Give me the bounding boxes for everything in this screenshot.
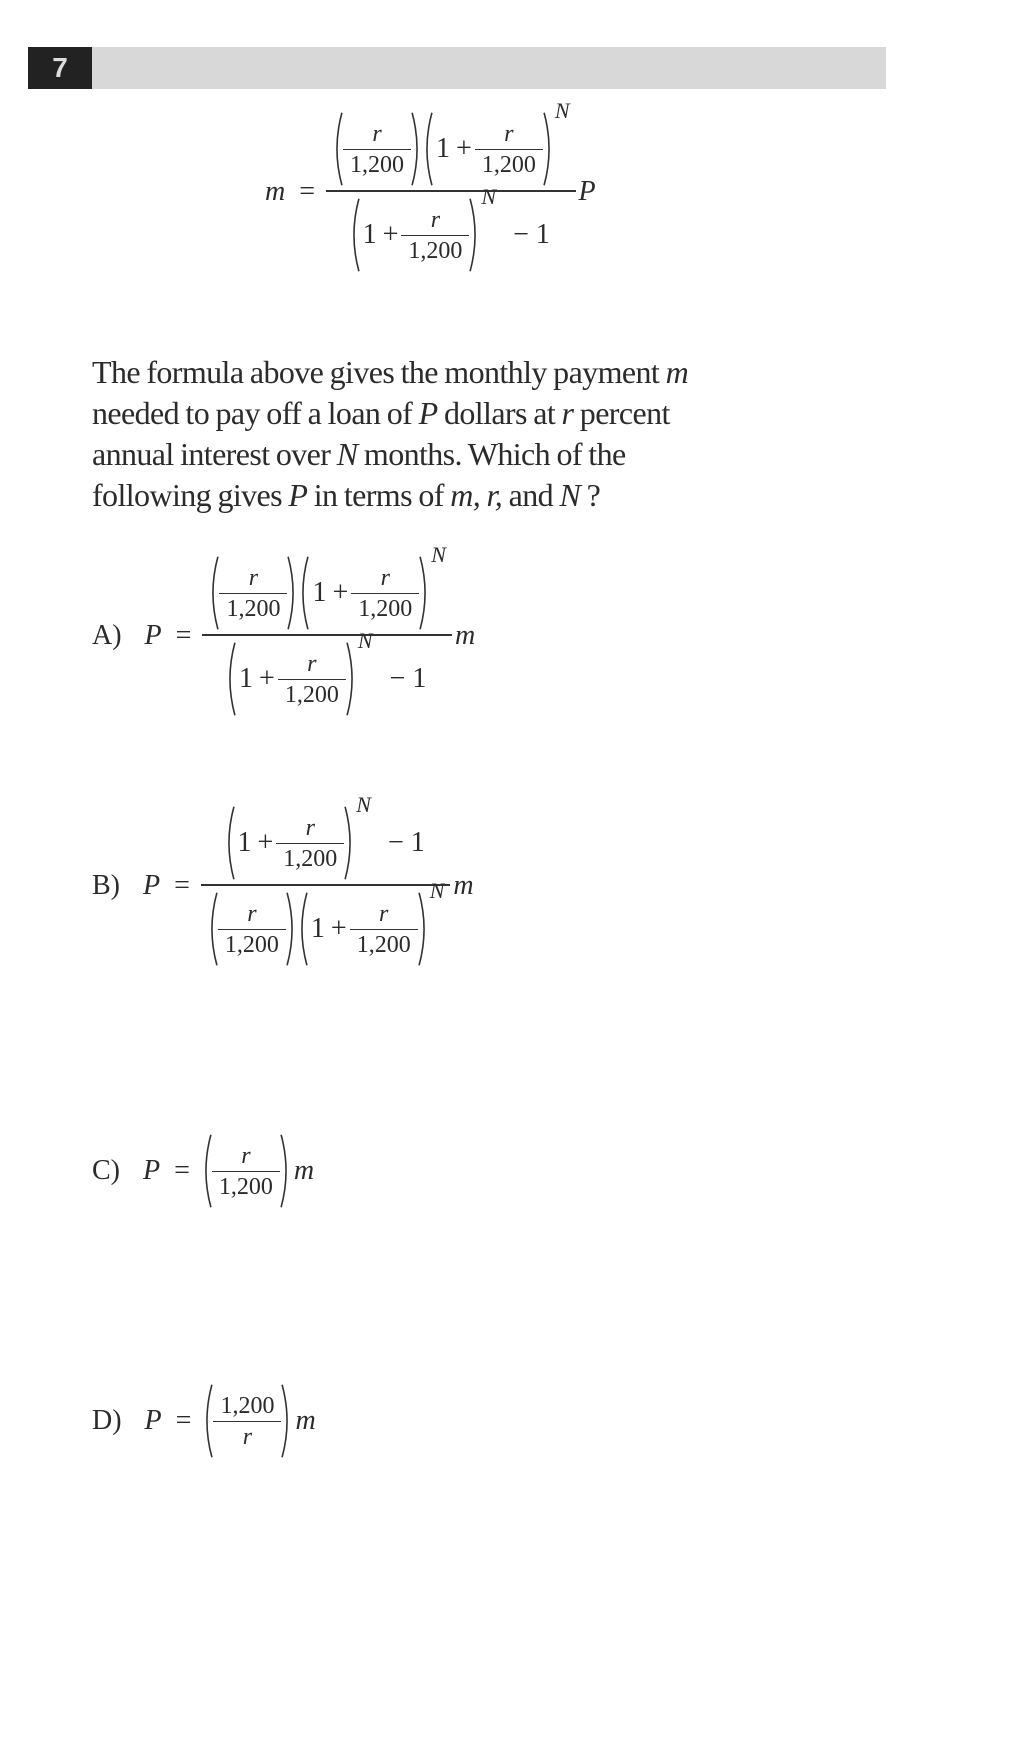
variable-m: m <box>453 870 474 901</box>
power-group <box>422 98 570 186</box>
right-paren <box>411 112 422 186</box>
main-fraction <box>326 98 575 272</box>
numerator <box>300 651 323 677</box>
power-group <box>298 542 446 630</box>
question-number: 7 <box>28 47 92 89</box>
lhs-variable: m <box>265 176 286 207</box>
denominator <box>475 152 543 178</box>
power-group <box>297 878 445 966</box>
variable-r: r <box>248 564 259 591</box>
one-plus-rate-group <box>224 806 356 880</box>
numerator <box>372 901 395 927</box>
fraction-bar <box>219 593 287 594</box>
r-over-1200 <box>351 565 419 622</box>
variable-r: r <box>379 900 389 927</box>
constant-1200: 1,200 <box>224 931 279 958</box>
constant-1200: 1,200 <box>283 845 338 872</box>
equals-sign: = <box>174 870 190 901</box>
math-variable: P <box>418 395 438 431</box>
constant-1200: 1,200 <box>218 1173 273 1200</box>
plus: + <box>330 913 347 944</box>
power-group <box>349 184 497 272</box>
variable-p: P <box>578 176 596 207</box>
equals-sign: = <box>299 176 316 207</box>
power-group <box>224 792 371 880</box>
right-paren <box>281 1384 292 1458</box>
numerator <box>242 565 265 591</box>
left-paren <box>332 112 343 186</box>
variable-m: m <box>293 1155 315 1186</box>
one: 1 <box>239 663 254 694</box>
left-paren <box>208 556 219 630</box>
question-line <box>92 434 688 475</box>
fraction-bar <box>212 1171 280 1172</box>
question-line <box>92 475 688 516</box>
variable-r: r <box>242 1423 253 1450</box>
numerator <box>218 792 434 884</box>
rate-group <box>332 112 422 186</box>
choice-label-a: A) <box>92 620 122 651</box>
r-over-1200 <box>475 121 543 178</box>
variable-m: m <box>454 620 476 651</box>
denominator <box>212 1174 280 1200</box>
exponent-n: N <box>356 792 371 817</box>
rate-group <box>207 892 297 966</box>
1200-over-r <box>213 1393 281 1450</box>
denominator <box>350 932 418 958</box>
equals-sign: = <box>174 1155 190 1186</box>
text-segment: following gives <box>92 477 289 513</box>
left-paren <box>297 892 308 966</box>
r-over-1200 <box>343 121 411 178</box>
plus: + <box>382 219 399 250</box>
math-variable: m, r, <box>450 477 503 513</box>
lhs-variable: P <box>144 1405 162 1436</box>
variable-r: r <box>241 1142 251 1169</box>
numerator <box>234 1143 257 1169</box>
denominator <box>219 596 287 622</box>
constant-1200: 1,200 <box>481 151 536 178</box>
minus-one: − 1 <box>387 827 425 858</box>
fraction-bar <box>218 929 286 930</box>
exponent-n: N <box>554 98 570 123</box>
question-text <box>92 352 688 516</box>
right-paren <box>344 806 355 880</box>
fraction-bar <box>475 149 543 150</box>
constant-1200: 1,200 <box>284 681 339 708</box>
main-fraction <box>202 542 451 716</box>
text-segment: and <box>502 477 560 513</box>
right-paren <box>286 892 297 966</box>
math-variable: N <box>336 436 358 472</box>
one-plus-rate-group <box>225 642 357 716</box>
plus: + <box>257 827 274 858</box>
fraction-bar <box>351 593 419 594</box>
plus: + <box>456 133 472 164</box>
variable-m: m <box>295 1405 316 1436</box>
denominator <box>343 184 559 272</box>
text-segment: dollars at <box>437 395 562 431</box>
fraction-bar <box>401 235 469 236</box>
minus-one: − 1 <box>389 663 427 694</box>
choice-c[interactable] <box>92 1134 317 1208</box>
choice-d[interactable] <box>92 1384 319 1458</box>
text-segment: needed to pay off a loan of <box>92 395 419 431</box>
one-plus-rate-group <box>297 892 429 966</box>
r-over-1200 <box>350 901 418 958</box>
given-formula <box>262 98 599 272</box>
math-variable: N <box>559 477 581 513</box>
constant-1200: 1,200 <box>226 595 281 622</box>
math-variable: r <box>561 395 574 431</box>
text-segment: in terms of <box>307 477 451 513</box>
rate-group <box>201 1134 291 1208</box>
right-paren <box>346 642 357 716</box>
one-plus-rate-group <box>349 198 481 272</box>
question-line <box>92 352 688 393</box>
plus: + <box>332 577 349 608</box>
left-paren <box>349 198 360 272</box>
left-paren <box>225 642 236 716</box>
variable-r: r <box>504 120 514 147</box>
inverse-rate-group <box>202 1384 292 1458</box>
minus-one: − 1 <box>513 219 550 250</box>
right-paren <box>418 892 429 966</box>
denominator <box>201 878 450 966</box>
choice-label-d: D) <box>92 1405 122 1436</box>
one: 1 <box>237 827 252 858</box>
r-over-1200 <box>212 1143 280 1200</box>
text-segment: The formula above gives the monthly payment <box>92 354 666 390</box>
left-paren <box>202 1384 213 1458</box>
denominator <box>218 932 286 958</box>
variable-r: r <box>430 206 441 233</box>
text-segment: annual interest over <box>92 436 337 472</box>
denominator <box>276 846 344 872</box>
right-paren <box>287 556 298 630</box>
numerator <box>424 207 447 233</box>
fraction-bar <box>350 929 418 930</box>
exponent-n: N <box>481 184 497 209</box>
left-paren <box>201 1134 212 1208</box>
r-over-1200 <box>219 565 287 622</box>
choice-label-b: B) <box>92 870 120 901</box>
numerator <box>299 815 322 841</box>
question-header-bar <box>28 47 886 89</box>
plus: + <box>259 663 275 694</box>
numerator <box>213 1393 281 1419</box>
math-variable: m <box>665 354 689 390</box>
one: 1 <box>312 577 327 608</box>
equals-sign: = <box>175 1405 192 1436</box>
r-over-1200 <box>401 207 469 264</box>
constant-1200: 1,200 <box>220 1392 275 1419</box>
rate-group <box>208 556 298 630</box>
denominator <box>401 238 469 264</box>
left-paren <box>298 556 309 630</box>
numerator <box>497 121 520 147</box>
right-paren <box>280 1134 291 1208</box>
fraction-bar <box>276 843 344 844</box>
numerator <box>326 98 575 190</box>
variable-r: r <box>305 814 315 841</box>
exponent-n: N <box>357 628 373 653</box>
main-fraction <box>201 792 450 966</box>
exponent-n: N <box>431 542 446 567</box>
power-group <box>225 628 373 716</box>
fraction-bar <box>278 679 346 680</box>
exponent-n: N <box>429 878 445 903</box>
math-variable: P <box>288 477 308 513</box>
equals-sign: = <box>175 620 192 651</box>
r-over-1200 <box>278 651 346 708</box>
constant-1200: 1,200 <box>356 931 411 958</box>
right-paren <box>469 198 480 272</box>
numerator <box>374 565 397 591</box>
left-paren <box>224 806 235 880</box>
one: 1 <box>362 219 377 250</box>
r-over-1200 <box>276 815 344 872</box>
text-segment: percent <box>573 395 670 431</box>
text-segment: months. Which of the <box>357 436 626 472</box>
variable-r: r <box>307 650 317 677</box>
one: 1 <box>436 133 451 164</box>
numerator <box>240 901 263 927</box>
denominator <box>351 596 419 622</box>
r-over-1200 <box>218 901 286 958</box>
constant-1200: 1,200 <box>350 151 405 178</box>
denominator <box>278 682 346 708</box>
one-plus-rate-group <box>422 112 554 186</box>
lhs-variable: P <box>144 620 162 651</box>
text-segment: ? <box>580 477 601 513</box>
left-paren <box>207 892 218 966</box>
variable-r: r <box>247 900 257 927</box>
fraction-bar <box>343 149 411 150</box>
one: 1 <box>310 913 325 944</box>
question-line <box>92 393 688 434</box>
variable-r: r <box>372 120 382 147</box>
lhs-variable: P <box>143 1155 161 1186</box>
denominator <box>219 628 435 716</box>
lhs-variable: P <box>143 870 161 901</box>
choice-a[interactable] <box>92 542 478 716</box>
fraction-bar <box>213 1421 281 1422</box>
constant-1200: 1,200 <box>358 595 413 622</box>
choice-label-c: C) <box>92 1155 120 1186</box>
numerator <box>365 121 388 147</box>
choice-b[interactable] <box>92 792 477 966</box>
variable-r: r <box>380 564 390 591</box>
denominator <box>343 152 411 178</box>
right-paren <box>419 556 430 630</box>
numerator <box>202 542 451 634</box>
one-plus-rate-group <box>298 556 430 630</box>
right-paren <box>543 112 554 186</box>
denominator <box>236 1424 259 1450</box>
left-paren <box>422 112 433 186</box>
constant-1200: 1,200 <box>408 237 463 264</box>
